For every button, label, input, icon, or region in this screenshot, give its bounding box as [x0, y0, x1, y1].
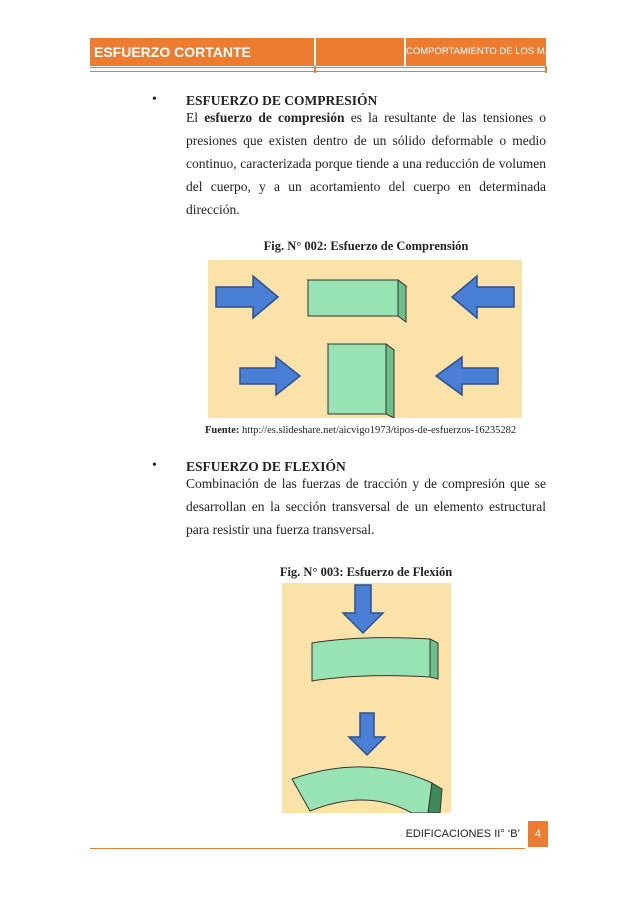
beam-side-face [430, 639, 438, 679]
beam-slightly-bent [312, 638, 430, 681]
header-title: ESFUERZO CORTANTE [90, 38, 314, 66]
block-side-face [386, 344, 394, 418]
paragraph-text: es la resultante de las tensiones [344, 110, 534, 125]
section-paragraph-compresion [186, 106, 546, 221]
source-url[interactable]: http://es.slideshare.net/aicvigo1973/tipos-de-esfuerzos-16235282 [239, 425, 517, 436]
bullet-icon: • [152, 92, 157, 107]
figure-compresion [208, 260, 522, 418]
page-number: 4 [528, 821, 548, 847]
paragraph-text-rest: o presiones que existen dentro de un sólido deformable o medio continuo, caracterizada porque tiende a una reducción de volumen del cuerpo, y a un acortamiento del cuerpo en determinada dirección. [186, 110, 547, 217]
paragraph-intro: El [186, 110, 205, 125]
page-header [90, 38, 597, 66]
figure-flexion [282, 583, 451, 813]
figure-source [205, 425, 516, 436]
header-divider-tick [314, 66, 316, 73]
header-rule [90, 67, 546, 72]
paragraph-term: esfuerzo de compresión [204, 110, 345, 125]
header-spacer [316, 38, 404, 66]
block-horizontal [308, 280, 398, 316]
section-title-compresion: ESFUERZO DE COMPRESIÓN [186, 93, 378, 108]
block-side-face [398, 280, 406, 322]
bullet-icon: • [152, 458, 157, 473]
source-label: Fuente: [205, 425, 240, 436]
header-subtitle: COMPORTAMIENTO DE LOS MATERIALES [406, 38, 546, 66]
header-divider-tick [545, 66, 547, 73]
figure-caption-003: Fig. N° 003: Esfuerzo de Flexión [279, 565, 453, 579]
footer-rule [90, 848, 525, 849]
block-compressed [328, 344, 386, 414]
section-paragraph-flexion: Combinación de las fuerzas de tracción y de compresión que se desarrollan en la sección transversal de un elemento estructural para resistir una fuerza transversal. [186, 476, 546, 537]
footer-course: EDIFICACIONES II° ‘B’ [405, 828, 520, 840]
section-title-flexion: ESFUERZO DE FLEXIÓN [186, 459, 346, 474]
figure-caption-002: Fig. N° 002: Esfuerzo de Comprensión [263, 239, 469, 253]
